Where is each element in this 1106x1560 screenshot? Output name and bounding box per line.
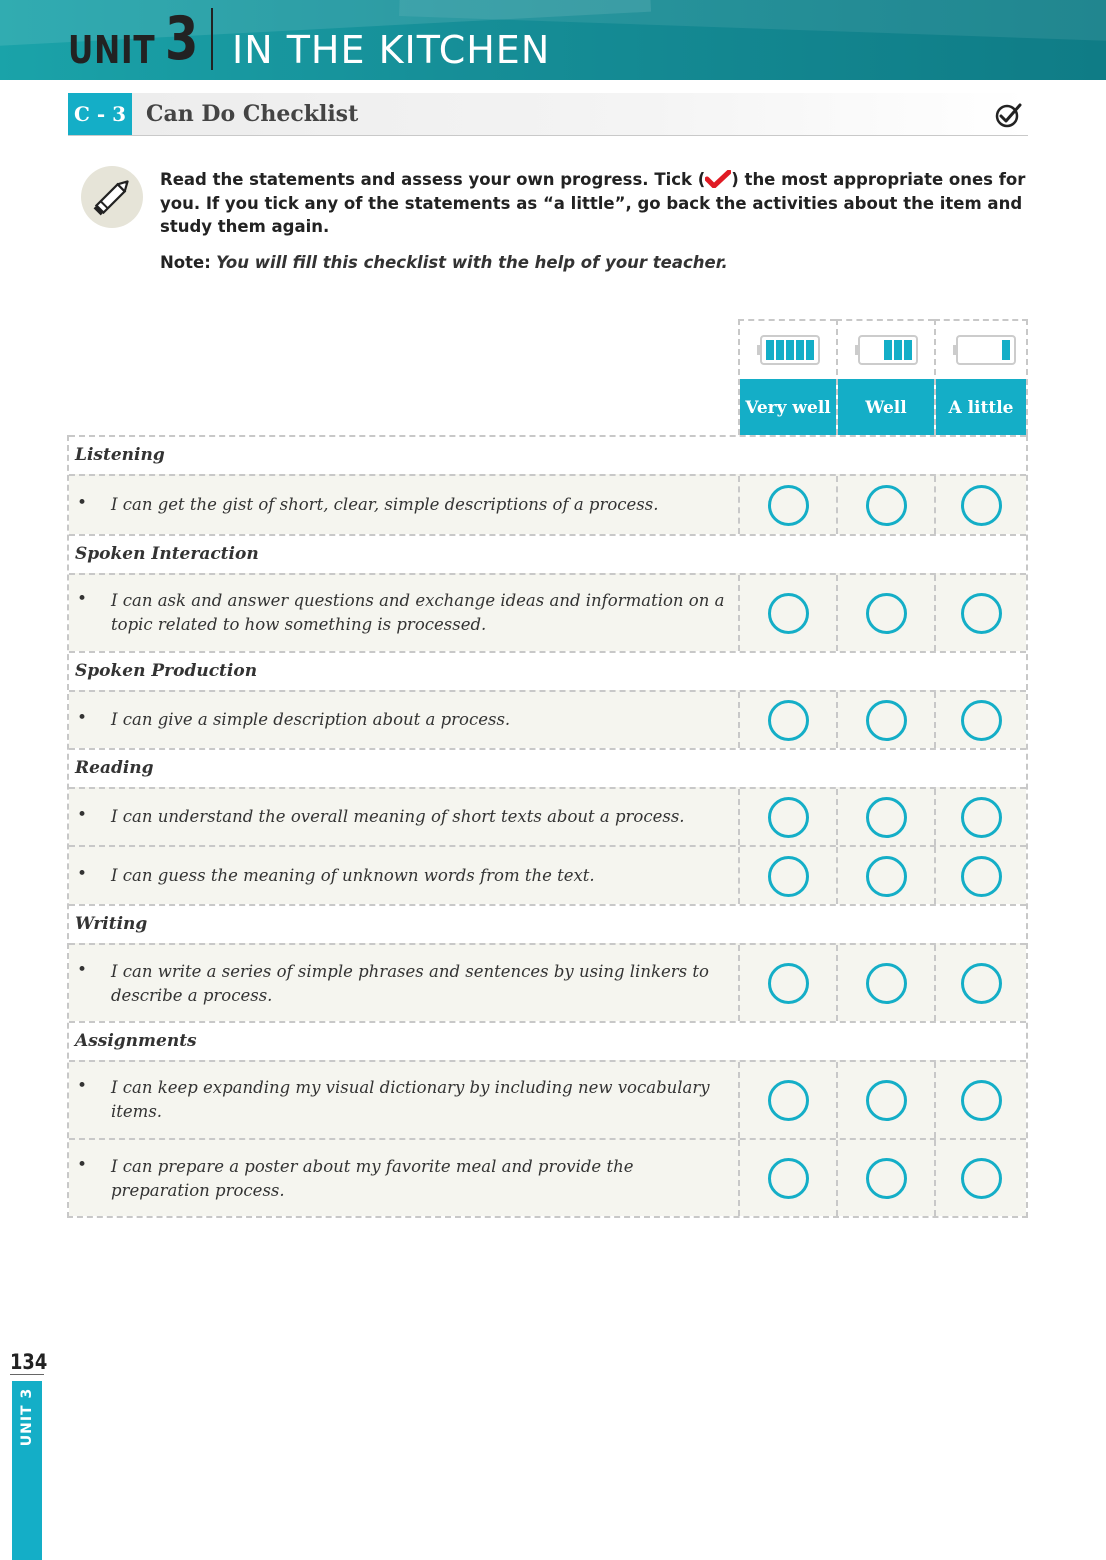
rating-cell-very-well	[738, 847, 836, 904]
battery-low-icon	[952, 333, 1018, 367]
category-title: Spoken Production	[75, 661, 258, 681]
rating-cell-very-well	[738, 945, 836, 1021]
a-little-radio[interactable]	[961, 797, 1002, 838]
rating-cell-a-little	[934, 575, 1026, 651]
rating-header	[738, 319, 1028, 435]
column-label: Very well	[740, 379, 836, 437]
rating-cell-well	[836, 692, 934, 748]
bullet: •	[77, 960, 88, 980]
bullet: •	[77, 589, 88, 609]
well-radio[interactable]	[866, 797, 907, 838]
rating-cell-a-little	[934, 1140, 1026, 1216]
category-row	[69, 534, 1026, 573]
a-little-radio[interactable]	[961, 856, 1002, 897]
unit-side-tab	[12, 1381, 42, 1560]
page-number: 134	[10, 1350, 48, 1374]
item-text: I can ask and answer questions and exchange ideas and information on a topic related to how something is processed.	[111, 591, 725, 634]
pencil-icon	[81, 166, 143, 228]
side-tab-label: UNIT 3	[19, 1387, 35, 1447]
section-code: C - 3	[68, 93, 132, 135]
checklist-item	[69, 1138, 1026, 1216]
well-radio[interactable]	[866, 1080, 907, 1121]
well-radio[interactable]	[866, 485, 907, 526]
very-well-radio[interactable]	[768, 700, 809, 741]
column-very-well	[738, 319, 836, 435]
checklist-item	[69, 943, 1026, 1021]
banner-divider	[211, 8, 213, 70]
rating-cell-well	[836, 847, 934, 904]
a-little-radio[interactable]	[961, 700, 1002, 741]
very-well-radio[interactable]	[768, 963, 809, 1004]
category-row	[69, 435, 1026, 474]
column-label: A little	[936, 379, 1026, 437]
bullet: •	[77, 708, 88, 728]
item-text: I can understand the overall meaning of short texts about a process.	[111, 807, 685, 826]
rating-cell-a-little	[934, 789, 1026, 845]
checklist-rows	[67, 435, 1028, 1218]
item-text: I can prepare a poster about my favorite meal and provide the preparation process.	[111, 1157, 634, 1200]
note	[160, 253, 728, 272]
item-text: I can write a series of simple phrases and sentences by using linkers to describe a process.	[111, 962, 709, 1005]
bullet: •	[77, 1155, 88, 1175]
very-well-radio[interactable]	[768, 856, 809, 897]
rating-cell-very-well	[738, 789, 836, 845]
very-well-radio[interactable]	[768, 593, 809, 634]
unit-label: UNIT	[68, 28, 156, 72]
column-well	[836, 319, 934, 435]
rating-cell-a-little	[934, 945, 1026, 1021]
rating-cell-well	[836, 1062, 934, 1138]
well-radio[interactable]	[866, 700, 907, 741]
a-little-radio[interactable]	[961, 593, 1002, 634]
item-text: I can keep expanding my visual dictionary by including new vocabulary items.	[111, 1078, 710, 1121]
checklist-item	[69, 787, 1026, 845]
category-title: Reading	[75, 758, 154, 778]
unit-title: IN THE KITCHEN	[232, 28, 551, 72]
rating-cell-very-well	[738, 692, 836, 748]
very-well-radio[interactable]	[768, 1158, 809, 1199]
well-radio[interactable]	[866, 963, 907, 1004]
well-radio[interactable]	[866, 593, 907, 634]
category-title: Writing	[75, 914, 148, 934]
bullet: •	[77, 805, 88, 825]
red-tick-icon	[705, 170, 731, 188]
rating-cell-well	[836, 575, 934, 651]
battery-medium-icon	[854, 333, 920, 367]
rating-cell-very-well	[738, 1140, 836, 1216]
item-text: I can get the gist of short, clear, simple descriptions of a process.	[111, 495, 659, 514]
well-radio[interactable]	[866, 1158, 907, 1199]
rating-cell-a-little	[934, 476, 1026, 534]
well-radio[interactable]	[866, 856, 907, 897]
bullet: •	[77, 1076, 88, 1096]
unit-number: 3	[165, 4, 199, 74]
item-text: I can give a simple description about a process.	[111, 710, 511, 729]
checkmark-circle-icon	[995, 101, 1023, 129]
very-well-radio[interactable]	[768, 797, 809, 838]
a-little-radio[interactable]	[961, 1158, 1002, 1199]
category-row	[69, 1021, 1026, 1060]
bullet: •	[77, 493, 88, 513]
checklist-item	[69, 573, 1026, 651]
category-title: Assignments	[75, 1031, 197, 1051]
very-well-radio[interactable]	[768, 485, 809, 526]
rating-cell-a-little	[934, 847, 1026, 904]
rating-cell-very-well	[738, 1062, 836, 1138]
unit-banner	[0, 0, 1106, 80]
rating-cell-very-well	[738, 476, 836, 534]
instructions	[160, 168, 1030, 239]
rating-cell-a-little	[934, 1062, 1026, 1138]
a-little-radio[interactable]	[961, 1080, 1002, 1121]
category-row	[69, 651, 1026, 690]
category-title: Spoken Interaction	[75, 544, 259, 564]
bullet: •	[77, 864, 88, 884]
rating-cell-well	[836, 1140, 934, 1216]
instructions-text-continued: ) the most appropriate ones for you. If you tick any of the statements as “a little”, go back the activities about the item and study them again.	[160, 170, 1026, 236]
rating-cell-well	[836, 945, 934, 1021]
rating-cell-well	[836, 789, 934, 845]
a-little-radio[interactable]	[961, 485, 1002, 526]
section-title: Can Do Checklist	[146, 101, 359, 127]
category-row	[69, 904, 1026, 943]
checklist-item	[69, 845, 1026, 904]
rating-cell-a-little	[934, 692, 1026, 748]
category-title: Listening	[75, 445, 165, 465]
checklist-item	[69, 474, 1026, 534]
very-well-radio[interactable]	[768, 1080, 809, 1121]
note-label: Note:	[160, 253, 211, 272]
battery-full-icon	[756, 333, 822, 367]
category-row	[69, 748, 1026, 787]
checklist-item	[69, 1060, 1026, 1138]
a-little-radio[interactable]	[961, 963, 1002, 1004]
item-text: I can guess the meaning of unknown words from the text.	[111, 866, 595, 885]
column-a-little	[934, 319, 1028, 435]
rating-cell-well	[836, 476, 934, 534]
checklist-item	[69, 690, 1026, 748]
rating-cell-very-well	[738, 575, 836, 651]
column-label: Well	[838, 379, 934, 437]
note-text: You will fill this checklist with the help of your teacher.	[216, 253, 728, 272]
instructions-text: Read the statements and assess your own progress. Tick (	[160, 170, 706, 189]
